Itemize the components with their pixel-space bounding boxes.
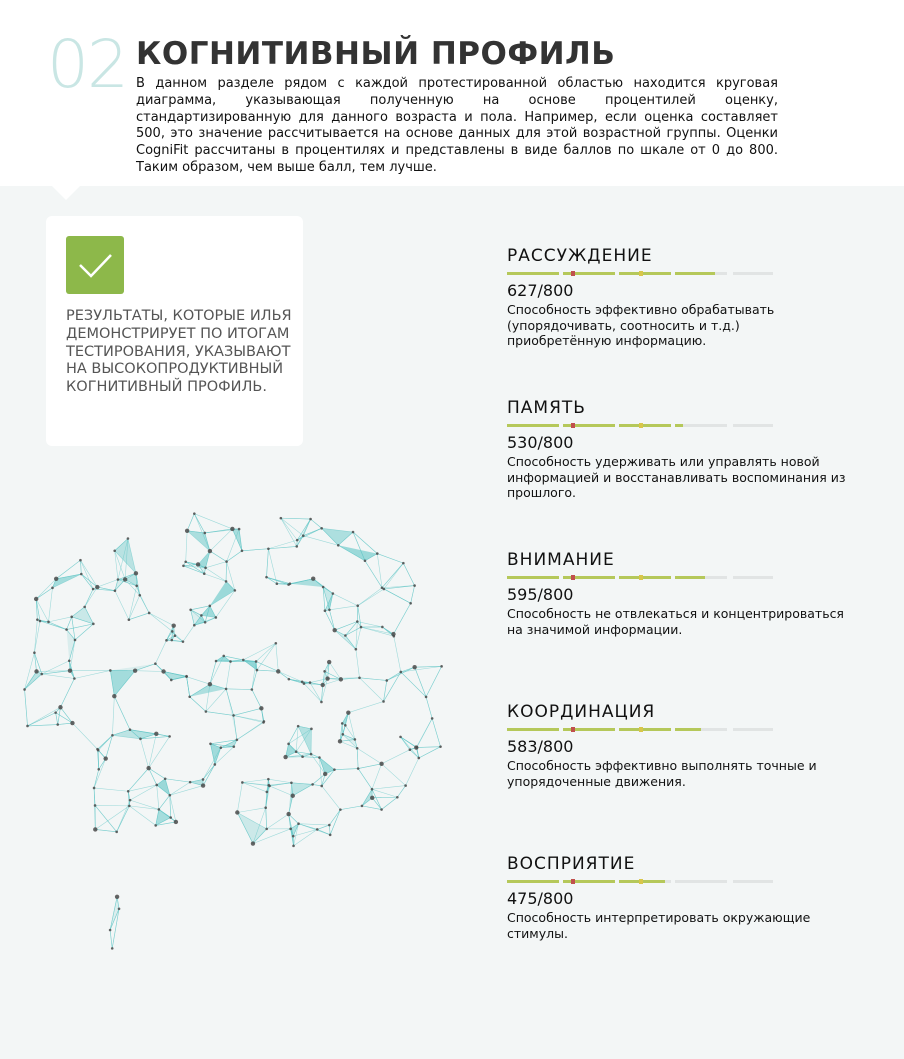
metric-score: 595/800: [507, 585, 574, 604]
score-bar-fill: [507, 728, 559, 731]
score-bar-marker-low: [571, 575, 575, 580]
score-bar-marker-low: [571, 879, 575, 884]
metric-item: [507, 550, 847, 637]
score-bar-fill: [675, 424, 683, 427]
score-bar-fill: [507, 272, 559, 275]
metric-title: РАССУЖДЕНИЕ: [507, 246, 653, 266]
metric-description: Способность удерживать или управлять новой информацией и восстанавливать воспоминания из прошлого.: [507, 454, 846, 500]
score-bar-segment: [733, 880, 773, 883]
score-bar-marker-low: [571, 727, 575, 732]
metric-item: [507, 854, 847, 941]
metric-description: Способность не отвлекаться и концентрироваться на значимой информации.: [507, 606, 844, 637]
score-bar: [507, 576, 773, 580]
score-bar-fill: [675, 728, 701, 731]
metric-score: 530/800: [507, 433, 574, 452]
score-bar-segment: [733, 576, 773, 579]
summary-card: [46, 216, 303, 446]
brain-mesh: [23, 512, 443, 949]
score-bar-marker-mid: [639, 879, 643, 884]
score-bar-marker-mid: [639, 423, 643, 428]
score-bar-segment: [733, 272, 773, 275]
score-bar-fill: [619, 424, 671, 427]
intro-paragraph: В данном разделе рядом с каждой протестированной областью находится круговая диаграмма, указывающая полученную на основе процентилей оценку, стандартизированную для данного возраста и пола. Например, если оценка составляет 500, это значение рассчитывается на основе данных для этой возрастной группы. Оценки CogniFit рассчитаны в процентилях и представлены в виде баллов по шкале от 0 до 800. Таким образом, чем выше балл, тем лучше.: [136, 76, 778, 175]
score-bar-fill: [619, 576, 671, 579]
score-bar-marker-low: [571, 271, 575, 276]
score-bar-marker-mid: [639, 575, 643, 580]
metric-title: КООРДИНАЦИЯ: [507, 702, 656, 722]
metric-description: Способность эффективно выполнять точные и упорядоченные движения.: [507, 758, 817, 789]
metric-title: ПАМЯТЬ: [507, 398, 586, 418]
metric-score: 583/800: [507, 737, 574, 756]
score-bar-segment: [675, 880, 727, 883]
brain-network-illustration: [0, 468, 470, 968]
score-bar-fill: [507, 880, 559, 883]
metric-description: Способность интерпретировать окружающие стимулы.: [507, 910, 811, 941]
score-bar: [507, 728, 773, 732]
metric-item: [507, 246, 847, 349]
metric-description: Способность эффективно обрабатывать (упорядочивать, соотносить и т.д.) приобретённую информацию.: [507, 302, 775, 348]
metric-score: 475/800: [507, 889, 574, 908]
score-bar-fill: [507, 424, 559, 427]
score-bar: [507, 272, 773, 276]
score-bar-fill: [619, 728, 671, 731]
metric-title: ВОСПРИЯТИЕ: [507, 854, 636, 874]
score-bar-segment: [733, 424, 773, 427]
header-pointer: [52, 186, 80, 200]
score-bar-fill: [675, 576, 705, 579]
metric-score: 627/800: [507, 281, 574, 300]
score-bar: [507, 424, 773, 428]
score-bar-marker-mid: [639, 271, 643, 276]
score-bar-segment: [733, 728, 773, 731]
score-bar: [507, 880, 773, 884]
section-number: 02: [47, 26, 127, 103]
score-bar-fill: [507, 576, 559, 579]
checkmark-icon: [66, 236, 124, 294]
summary-text: РЕЗУЛЬТАТЫ, КОТОРЫЕ ИЛЬЯ ДЕМОНСТРИРУЕТ ПО ИТОГАМ ТЕСТИРОВАНИЯ, УКАЗЫВАЮТ НА ВЫСОКОПРОДУКТИВНЫЙ КОГНИТИВНЫЙ ПРОФИЛЬ.: [66, 308, 292, 396]
score-bar-marker-mid: [639, 727, 643, 732]
metric-title: ВНИМАНИЕ: [507, 550, 615, 570]
score-bar-fill: [675, 272, 715, 275]
score-bar-marker-low: [571, 423, 575, 428]
metric-item: [507, 398, 847, 501]
metric-item: [507, 702, 847, 789]
header: [0, 0, 904, 186]
score-bar-fill: [619, 272, 671, 275]
page-title: КОГНИТИВНЫЙ ПРОФИЛЬ: [136, 36, 616, 72]
